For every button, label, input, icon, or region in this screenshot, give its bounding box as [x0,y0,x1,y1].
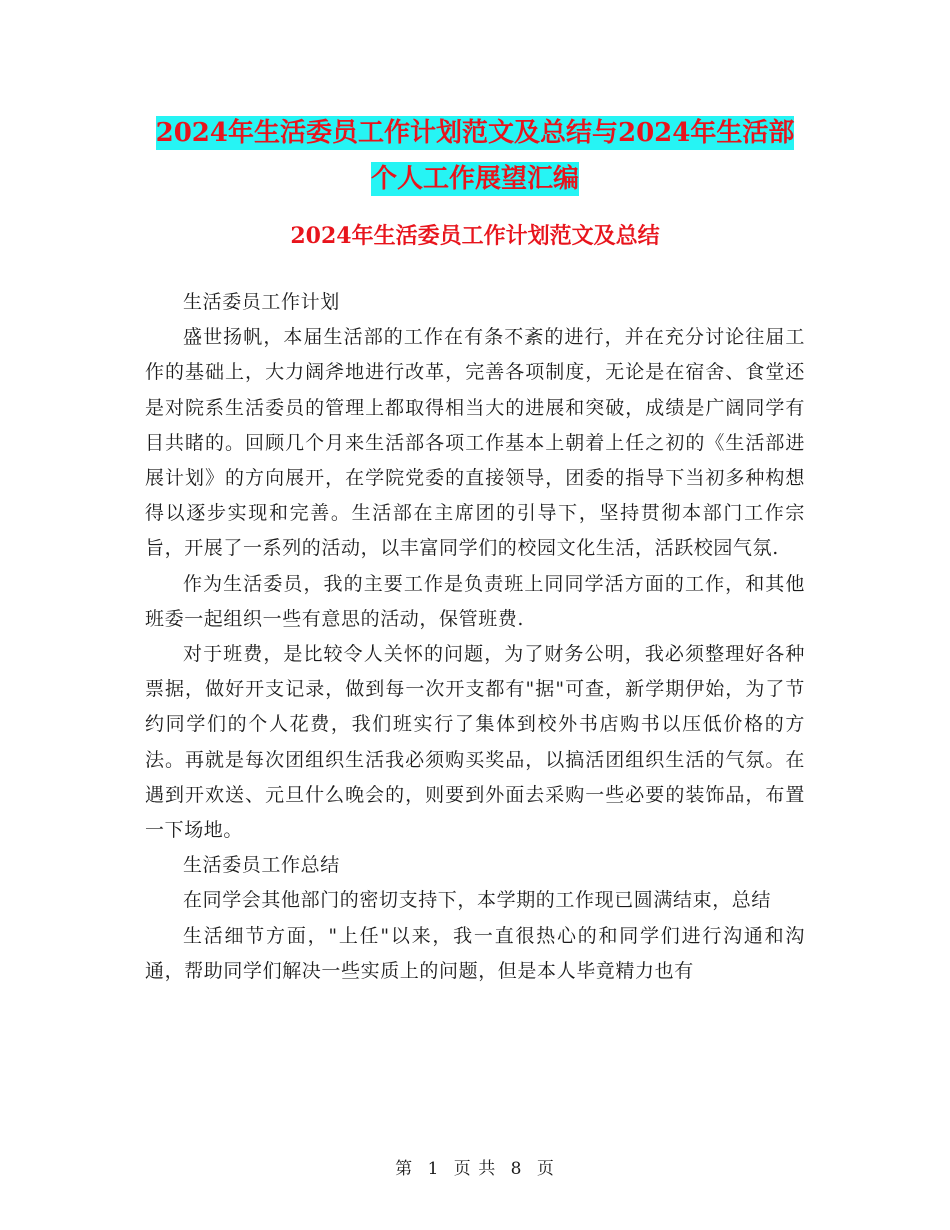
page-footer [0,1154,950,1179]
paragraph-heading-plan: 生活委员工作计划 [183,291,340,313]
footer-total-pages: 8 [510,1159,523,1179]
paragraph: 在同学会其他部门的密切支持下，本学期的工作现已圆满结束，总结 [183,889,772,912]
paragraph-heading-summary: 生活委员工作总结 [183,854,340,877]
section-subtitle: 2024年生活委员工作计划范文及总结 [290,223,660,249]
paragraph: 生活细节方面，"上任"以来，我一直很热心的和同学们进行沟通和沟通，帮助同学们解决一些实质上的问题，但是本人毕竟精力也有 [145,924,805,982]
footer-page-number: 1 [427,1159,440,1179]
title-line-2: 个人工作展望汇编 [370,164,579,194]
footer-of: 页 共 [453,1159,497,1179]
paragraph: 作为生活委员，我的主要工作是负责班上同同学活方面的工作，和其他班委一起组织一些有意思的活动，保管班费. [145,572,805,630]
footer-prefix: 第 [395,1159,414,1179]
document-title [140,110,810,202]
paragraph: 盛世扬帆，本届生活部的工作在有条不紊的进行，并在充分讨论往届工作的基础上，大力阔斧地进行改革，完善各项制度，无论是在宿舍、食堂还是对院系生活委员的管理上都取得相当大的进展和突破，成绩是广阔同学有目共睹的。回顾几个月来生活部各项工作基本上朝着上任之初的《生活部进展计划》的方向展开，在学院党委的直接领导，团委的指导下当初多种构想得以逐步实现和完善。生活部在主席团的引导下，坚持贯彻本部门工作宗旨，开展了一系列的活动，以丰富同学们的校园文化生活，活跃校园气氛. [145,326,805,560]
footer-suffix: 页 [536,1159,555,1179]
document-body [145,285,805,989]
title-line-1: 2024年生活委员工作计划范文及总结与2024年生活部 [155,118,795,148]
paragraph: 对于班费，是比较令人关怀的问题，为了财务公明，我必须整理好各种票据，做好开支记录，做到每一次开支都有"据"可查，新学期伊始，为了节约同学们的个人花费，我们班实行了集体到校外书店购书以压低价格的方法。再就是每次团组织生活我必须购买奖品，以搞活团组织生活的气氛。在遇到开欢送、元旦什么晚会的，则要到外面去采购一些必要的装饰品，布置一下场地。 [145,643,805,842]
